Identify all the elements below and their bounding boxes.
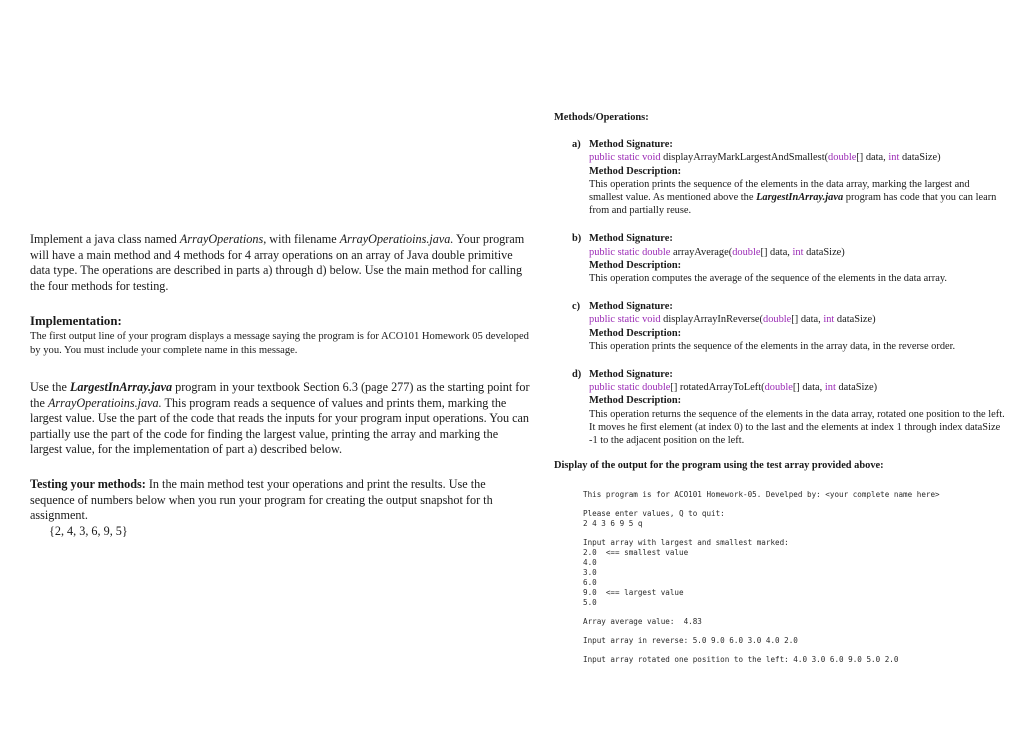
console-line: 2 4 3 6 9 5 q (583, 519, 643, 529)
methods-heading: Methods/Operations: (554, 112, 649, 123)
signature-label: Method Signature: (589, 139, 673, 151)
console-line: Input array in reverse: 5.0 9.0 6.0 3.0 4.0 2.0 (583, 636, 798, 646)
console-line: 3.0 (583, 568, 597, 578)
param-type: int (823, 314, 835, 326)
param-text: dataSize) (835, 382, 878, 394)
method-letter: c) (572, 301, 581, 313)
file-name: ArrayOperatioins.java. (47, 395, 162, 410)
param-type: int (888, 152, 900, 164)
param-type: double (732, 246, 761, 258)
description-text: This operation prints the sequence of the elements in the data array, marking the largest and smallest value. As mentioned above the (589, 178, 970, 204)
signature-label: Method Signature: (589, 301, 673, 313)
modifier-keyword: public static void (589, 152, 661, 164)
test-array: {2, 4, 3, 6, 9, 5} (49, 523, 128, 538)
assignment-left-column (30, 232, 530, 539)
console-line: This program is for ACO101 Homework-05. Develped by: <your complete name here> (583, 490, 940, 500)
method-name: arrayAverage( (670, 246, 733, 258)
file-name: ArrayOperatioins.java. (339, 232, 454, 246)
method-name: [] rotatedArrayToLeft( (670, 382, 765, 394)
use-text: program in your textbook Section 6.3 (page 277) as the starting point for the (30, 379, 530, 410)
method-letter: a) (572, 139, 581, 151)
method-a (554, 138, 1006, 217)
modifier-keyword: public static double (589, 382, 671, 394)
param-text: [] data, (792, 382, 825, 394)
output-display-heading: Display of the output for the program using the test array provided above: (554, 460, 884, 472)
method-signature (589, 313, 1006, 326)
program-name: LargestInArray.java (69, 379, 173, 394)
class-name: ArrayOperations (179, 232, 264, 246)
method-signature (589, 381, 1006, 394)
console-line: Input array with largest and smallest marked: (583, 538, 789, 548)
method-description (589, 178, 1006, 218)
method-signature (589, 246, 1006, 259)
description-label: Method Description: (589, 327, 682, 339)
testing-heading: Testing your methods: (30, 476, 146, 491)
param-type: double (828, 152, 857, 164)
console-block (583, 617, 1006, 627)
description-label: Method Description: (589, 165, 682, 177)
method-name: displayArrayInReverse( (660, 314, 764, 326)
param-text: [] data, (791, 314, 824, 326)
param-type: double (764, 382, 793, 394)
method-c (554, 300, 1006, 353)
method-description: This operation prints the sequence of the elements in the array data, in the reverse order. (589, 340, 956, 352)
use-text: Use the (30, 379, 70, 394)
description-text: program has code that you can learn from and partially reuse. (589, 192, 997, 217)
testing-text: In the main method test your operations and print the results. Use the sequence of numbers below when you run your program for creating the output snapshot for th assignment. (30, 476, 493, 523)
program-name: LargestInArray.java (756, 192, 844, 204)
console-line: Array average value: 4.83 (583, 617, 702, 627)
console-line: Input array rotated one position to the left: 4.0 3.0 6.0 9.0 5.0 2.0 (583, 655, 899, 665)
console-block (583, 538, 1006, 608)
console-block (583, 490, 1006, 500)
modifier-keyword: public static double (589, 246, 671, 258)
param-type: double (763, 314, 792, 326)
param-type: int (792, 246, 804, 258)
use-text: This program reads a sequence of values and prints them, marking the largest value. Use the part of the code that reads the inputs for your program input operations. You can partially use the part of the code for finding the largest value, printing the array and marking the largest value, for the implementation of part a) described below. (30, 395, 529, 457)
description-label: Method Description: (589, 259, 682, 271)
console-line: 2.0 <== smallest value (583, 548, 689, 558)
param-text: [] data, (760, 246, 793, 258)
console-output (583, 490, 1006, 665)
modifier-keyword: public static void (589, 314, 661, 326)
testing-paragraph (30, 477, 530, 524)
method-b (554, 232, 1006, 285)
method-letter: b) (572, 233, 582, 245)
method-signature (589, 151, 1006, 164)
console-line: 6.0 (583, 578, 597, 588)
implementation-text: The first output line of your program displays a message saying the program is for ACO101 Homework 05 developed by you. You must include your complete name in this message. (30, 330, 529, 356)
description-label: Method Description: (589, 395, 682, 407)
param-text: dataSize) (899, 152, 941, 164)
console-block (583, 636, 1006, 646)
console-line: 4.0 (583, 558, 597, 568)
method-d (554, 368, 1006, 447)
param-text: [] data, (856, 152, 889, 164)
method-description: This operation returns the sequence of the elements in the data array, rotated one position to the left. It moves he first element (at index 0) to the last and the elements at index 1 through index dataSize -1 to the adjacent position on the left. (589, 408, 1005, 447)
intro-text: Implement a java class named (30, 232, 180, 246)
intro-text: Your program will have a main method and 4 methods for 4 array operations on an array of Java double primitive data type. The operations are described in parts a) through d) below. Use the main method for calling the four methods for testing. (30, 232, 525, 293)
signature-label: Method Signature: (589, 369, 673, 381)
methods-right-column (554, 111, 1006, 674)
signature-label: Method Signature: (589, 233, 673, 245)
use-paragraph (30, 380, 530, 458)
console-line: 9.0 <== largest value (583, 588, 684, 598)
method-description: This operation computes the average of the sequence of the elements in the data array. (589, 273, 947, 285)
intro-paragraph (30, 232, 530, 294)
param-text: dataSize) (834, 314, 876, 326)
param-type: int (824, 382, 836, 394)
implementation-heading: Implementation: (30, 314, 122, 329)
console-block (583, 509, 1006, 529)
method-letter: d) (572, 369, 582, 381)
method-name: displayArrayMarkLargestAndSmallest( (660, 152, 829, 164)
param-text: dataSize) (803, 246, 845, 258)
intro-text: , with filename (263, 232, 340, 246)
console-line: Please enter values, Q to quit: (583, 509, 725, 519)
console-block (583, 655, 1006, 665)
console-line: 5.0 (583, 598, 597, 608)
